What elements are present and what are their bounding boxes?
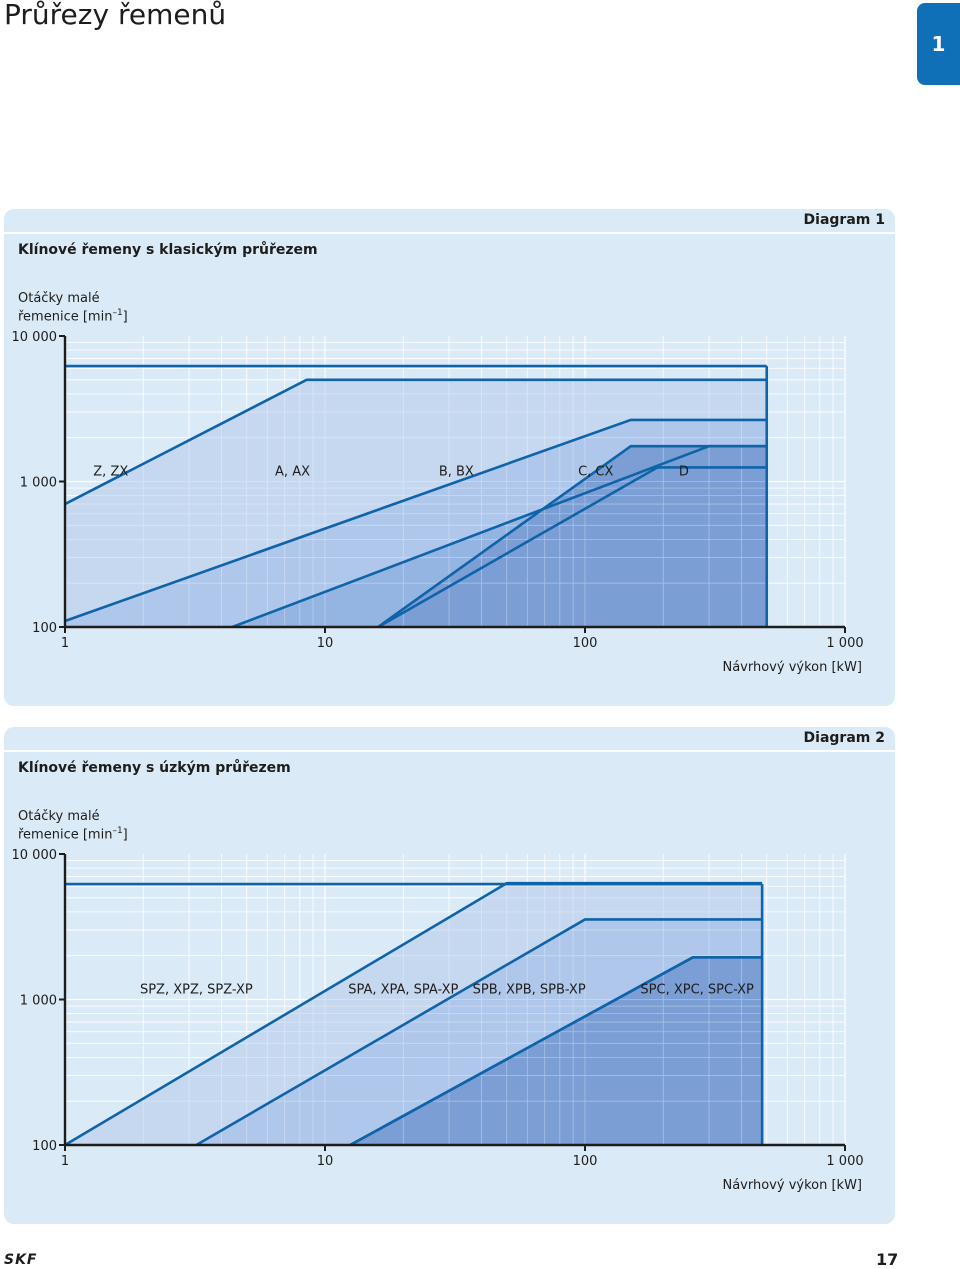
x-tick-label: 100 xyxy=(572,636,598,651)
region-label: B, BX xyxy=(438,464,474,480)
y-axis-label-line1: Otáčky malé xyxy=(18,809,100,824)
y-axis-label-line2: řemenice $[\min^{-1}]$ xyxy=(18,826,128,843)
x-tick-label: 1 xyxy=(60,1154,70,1169)
diagram-1-panel xyxy=(4,209,895,706)
skf-logo xyxy=(4,1251,54,1267)
svg-text:SKF: SKF xyxy=(4,1252,38,1267)
diagram-2-title: Klínové řemeny s úzkým průřezem xyxy=(18,760,291,776)
page-title: Průřezy řemenů xyxy=(4,0,227,31)
diagram-1-chart xyxy=(4,209,895,706)
chapter-tab[interactable] xyxy=(917,3,960,85)
y-tick-label: 10 000 xyxy=(11,848,57,863)
y-tick-label: 1 000 xyxy=(19,475,57,491)
diagram-1-title: Klínové řemeny s klasickým průřezem xyxy=(18,242,318,258)
grid-overlay xyxy=(65,854,762,1145)
chapter-number: 1 xyxy=(931,32,946,56)
region-label: SPB, XPB, SPB-XP xyxy=(472,982,586,998)
y-tick-label: 100 xyxy=(32,621,57,636)
x-tick-label: 1 xyxy=(60,636,70,651)
x-tick-label: 100 xyxy=(572,1154,598,1169)
y-tick-label: 100 xyxy=(32,1139,57,1154)
region-labels xyxy=(140,982,754,997)
region-label: Z, ZX xyxy=(93,464,129,480)
diagram-2-chart xyxy=(4,727,895,1224)
diagram-1-label: Diagram 1 xyxy=(803,212,885,228)
x-axis-label: Návrhový výkon [kW] xyxy=(722,660,862,675)
region-areas xyxy=(65,883,762,1145)
x-tick-label: 10 xyxy=(316,1154,334,1169)
region-label: SPC, XPC, SPC-XP xyxy=(640,982,754,998)
region-label: C, CX xyxy=(578,464,614,480)
x-axis-label: Návrhový výkon [kW] xyxy=(722,1178,862,1193)
diagram-2-label: Diagram 2 xyxy=(803,730,885,746)
region-label: SPZ, XPZ, SPZ-XP xyxy=(139,982,253,998)
region-label: A, AX xyxy=(275,464,311,480)
region-areas xyxy=(65,380,767,627)
y-tick-label: 1 000 xyxy=(19,993,57,1009)
page-number: 17 xyxy=(876,1250,899,1269)
x-tick-label: 1 000 xyxy=(826,1154,864,1169)
x-tick-label: 1 000 xyxy=(826,636,864,651)
y-tick-label: 10 000 xyxy=(11,330,57,345)
region-label: D xyxy=(678,464,689,480)
diagram-2-panel xyxy=(4,727,895,1224)
y-axis-label-line2: řemenice $[\min^{-1}]$ xyxy=(18,308,128,325)
x-tick-label: 10 xyxy=(316,636,334,651)
y-axis-label-line1: Otáčky malé xyxy=(18,291,100,306)
region-label: SPA, XPA, SPA-XP xyxy=(348,982,459,998)
